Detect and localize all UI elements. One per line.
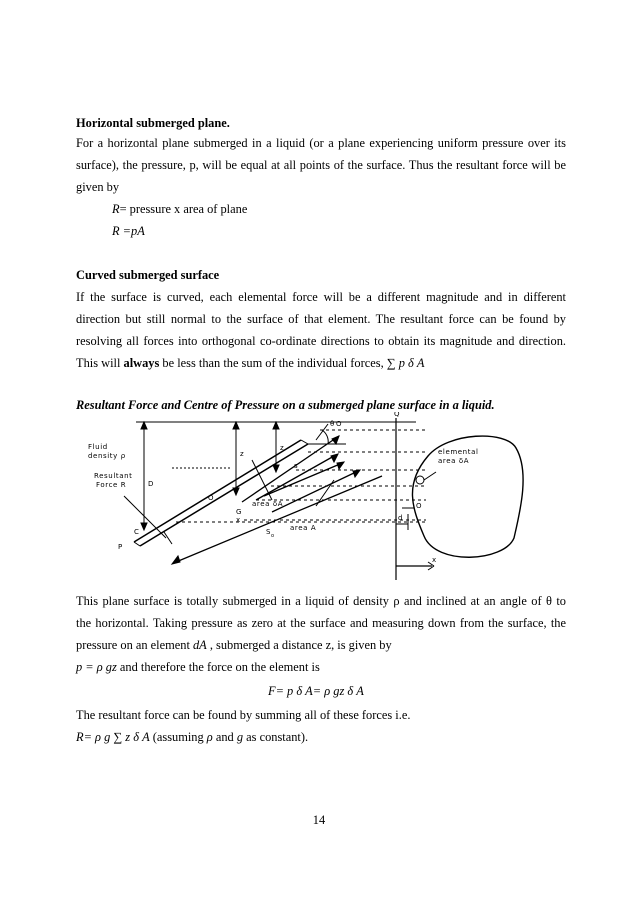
label-density: density ρ	[88, 452, 126, 460]
paragraph-line: resolving all forces into orthogonal co-ordinate directions to obtain its magnitude and direction.	[76, 334, 566, 348]
paragraph-line: surface), the pressure, p, will be equal at all points of the surface. Thus the resultant force will be	[76, 158, 566, 172]
paragraph-line: the horizontal. Taking pressure as zero at the surface and measuring down from the surface, the	[76, 616, 566, 630]
label-O-top: O	[336, 420, 343, 428]
label-O-right: O	[416, 502, 423, 510]
label-s: s	[294, 462, 299, 470]
paragraph-line: For a horizontal plane submerged in a liquid (or a plane experiencing uniform pressure over its	[76, 136, 566, 150]
label-force-r: Force R	[96, 481, 127, 489]
label-area-dA: area δA	[252, 500, 284, 508]
paragraph-line: direction but still normal to the surface of that element. The resultant force can be found by	[76, 312, 566, 326]
paragraph-line: If the surface is curved, each elemental force will be a different magnitude and in different	[76, 290, 566, 304]
label-theta: θ	[330, 420, 335, 428]
paragraph-line: This plane surface is totally submerged in a liquid of density ρ and inclined at an angle of θ to	[76, 594, 566, 608]
label-S0: $S_o$	[266, 528, 275, 539]
label-area-dA-right: area δA	[438, 457, 470, 465]
label-G: G	[236, 508, 243, 516]
label-elemental: elemental	[438, 448, 479, 456]
submerged-plane-diagram	[76, 412, 556, 580]
heading-horizontal-plane: Horizontal submerged plane.	[76, 116, 230, 130]
label-z-upper: z	[240, 450, 245, 458]
equation-resultant-words: R= pressure x area of plane	[112, 202, 248, 216]
label-P: P	[118, 543, 123, 551]
label-Q: Q	[394, 412, 401, 418]
paragraph-line: This will always be less than the sum of the individual forces, ∑ p δ A	[76, 356, 425, 370]
label-x-axis: x	[432, 556, 437, 564]
label-O-mid: O	[208, 494, 215, 502]
paragraph-line: The resultant force can be found by summing all of these forces i.e.	[76, 708, 411, 722]
heading-resultant-force: Resultant Force and Centre of Pressure on a submerged plane surface in a liquid.	[76, 398, 495, 412]
heading-curved-surface: Curved submerged surface	[76, 268, 220, 282]
label-area-A: area A	[290, 524, 317, 532]
paragraph-line: R= ρ g ∑ z δ A (assuming ρ and g as constant).	[76, 730, 309, 744]
equation-elemental-force: F= p δ A= ρ gz δ A	[268, 684, 364, 698]
paragraph-line: pressure on an element dA , submerged a distance z, is given by	[76, 638, 392, 652]
paragraph-line: given by	[76, 180, 120, 194]
resultant-force-arrow	[176, 476, 382, 562]
label-x: x	[236, 516, 241, 524]
inclined-plane-edge	[140, 444, 308, 546]
resultant-label-pointer	[124, 496, 166, 538]
label-C: C	[134, 528, 140, 536]
label-z: z	[280, 444, 285, 452]
label-d: d	[398, 514, 404, 522]
label-resultant: Resultant	[94, 472, 133, 480]
label-D: D	[148, 480, 154, 488]
label-fluid: Fluid	[88, 443, 108, 451]
equation-r-equals-pa: R =pA	[112, 224, 145, 238]
page-number: 14	[312, 813, 326, 827]
elemental-area-circle	[416, 476, 424, 484]
paragraph-line: p = ρ gz and therefore the force on the element is	[76, 660, 320, 674]
